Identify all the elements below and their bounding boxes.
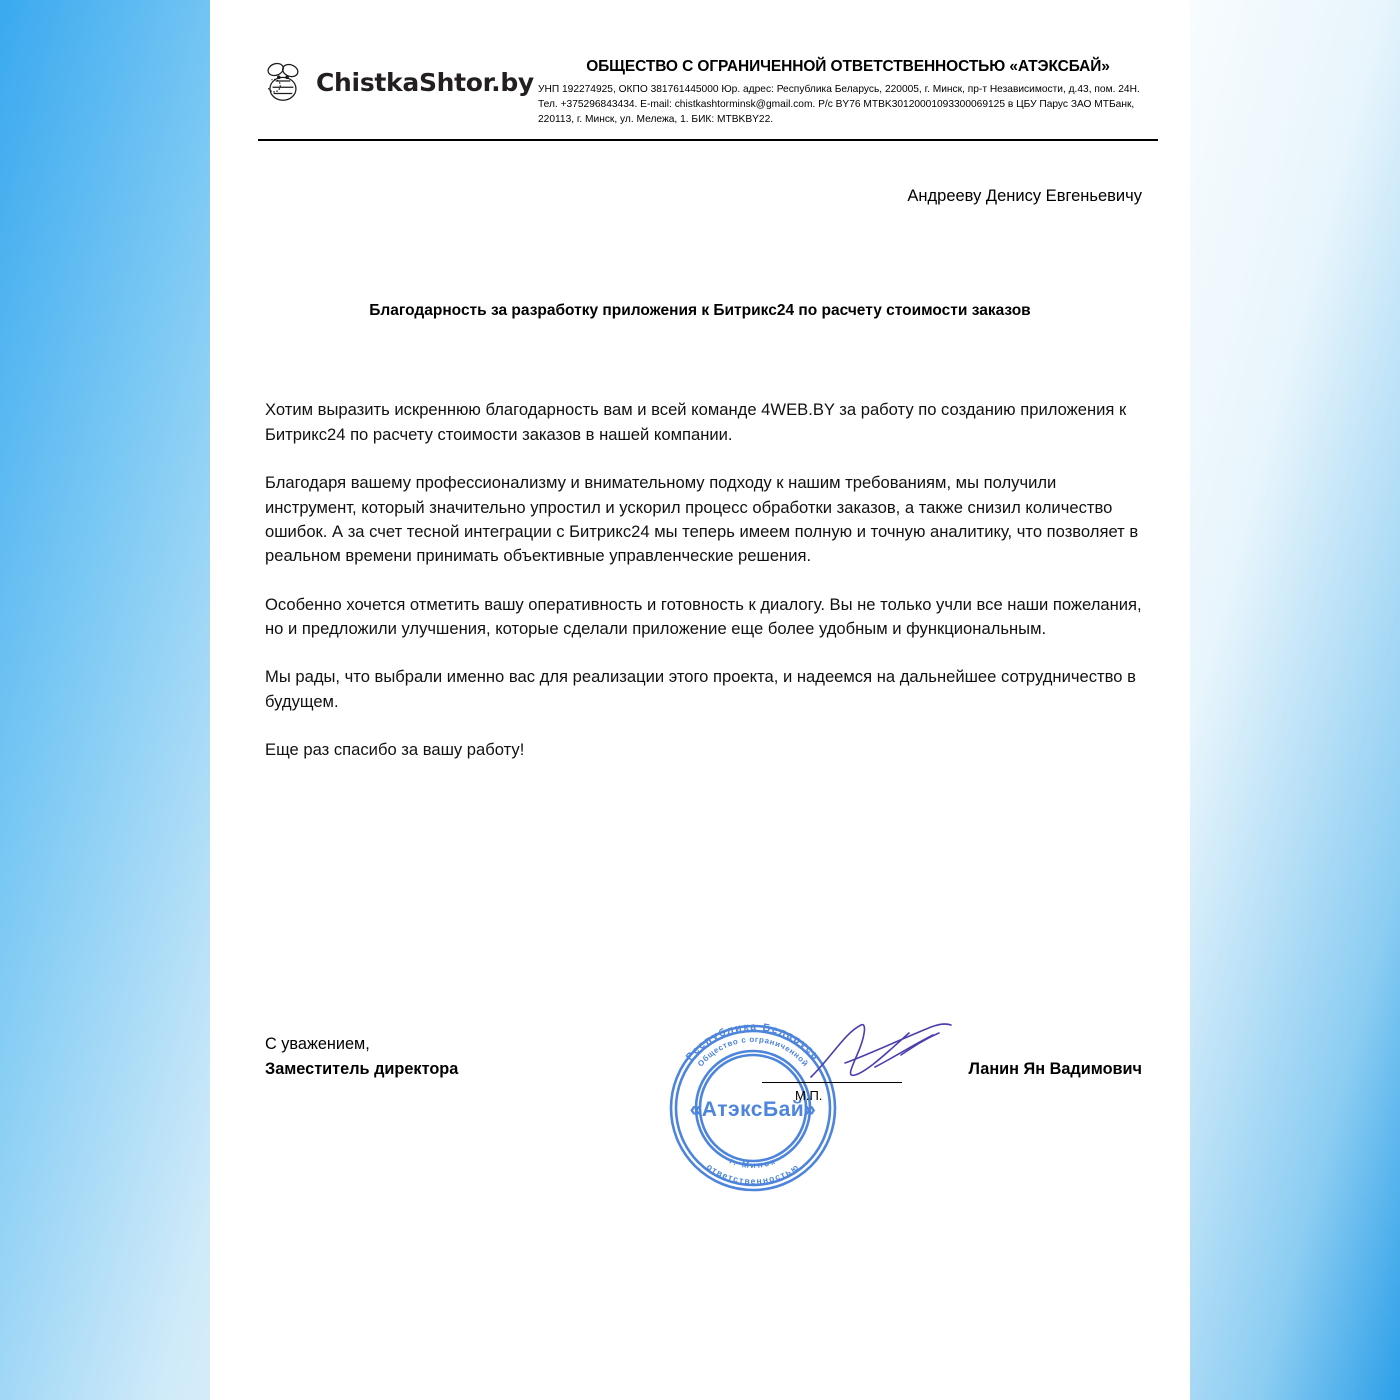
header-divider — [258, 139, 1158, 141]
paragraph: Мы рады, что выбрали именно вас для реализации этого проекта, и надеемся на дальнейшее сотрудничество в будущем. — [265, 667, 1136, 711]
company-stamp-icon — [653, 1008, 853, 1208]
signer-role: Заместитель директора — [265, 1060, 459, 1079]
svg-text:Общество с ограниченной: Общество с ограниченной — [695, 1034, 811, 1069]
letter-body — [265, 398, 1142, 762]
closing-text: С уважением, — [265, 1035, 370, 1053]
addressee: Андрееву Денису Евгеньевичу — [907, 187, 1142, 206]
company-info — [538, 52, 1158, 127]
svg-text:ответственностью: ответственностью — [704, 1161, 802, 1187]
signer-name: Ланин Ян Вадимович — [968, 1060, 1142, 1078]
paragraph: Особенно хочется отметить вашу оперативность и готовность к диалогу. Вы не только учли все наши пожелания, но и предложили улучшения, которые сделали приложение еще более удобным и функциональным. — [265, 594, 1142, 639]
logo-wordmark: ChistkaShtor.by — [316, 67, 534, 97]
signature-left — [265, 1032, 458, 1083]
paragraph: Благодаря вашему профессионализму и внимательному подходу к нашим требованиям, мы получили инструмент, который значительно упростил и ускорил процесс обработки заказов, а также снизил количество ошибок. А за счет тесной интеграции с Битрикс24 мы теперь имеем полную и точную аналитику, что позволяет в реальном времени принимать объективные управленческие решения. — [265, 473, 1139, 566]
signature-block — [265, 1020, 1142, 1260]
company-name: ОБЩЕСТВО С ОГРАНИЧЕННОЙ ОТВЕТСТВЕННОСТЬЮ «АТЭКСБАЙ» — [586, 58, 1110, 75]
letterhead — [210, 0, 1190, 141]
seal-mark-label: М.П. — [795, 1088, 823, 1103]
company-logo — [258, 52, 538, 108]
svg-text:г. Минск: г. Минск — [727, 1155, 779, 1171]
document-page — [210, 0, 1190, 1400]
svg-text:Республика Беларусь: Республика Беларусь — [683, 1020, 823, 1064]
paragraph: Хотим выразить искреннюю благодарность вам и всей команде 4WEB.BY за работу по созданию приложения к Битрикс24 по расчету стоимости заказов в нашей компании. — [265, 400, 1127, 444]
document-subject: Благодарность за разработку приложения к Битрикс24 по расчету стоимости заказов — [369, 302, 1031, 320]
company-requisites: УНП 192274925, ОКПО 381761445000 Юр. адрес: Республика Беларусь, 220005, г. Минск, пр-т Независимости, д.43, пом. 24Н. Тел. +375296843434. E-mail: chistkashtorminsk@gmail.com. Р/с BY76 MTBK30120001093300069125 в ЦБУ Парус ЗАО МТБанк, 220113, г. Минск, ул. Мележа, 1. БИК: MTBKBY22. — [538, 84, 1140, 125]
paragraph: Еще раз спасибо за вашу работу! — [265, 740, 525, 760]
bee-icon — [258, 56, 310, 108]
svg-text:«АтэксБай»: «АтэксБай» — [689, 1098, 817, 1121]
signature-line — [762, 1082, 902, 1083]
